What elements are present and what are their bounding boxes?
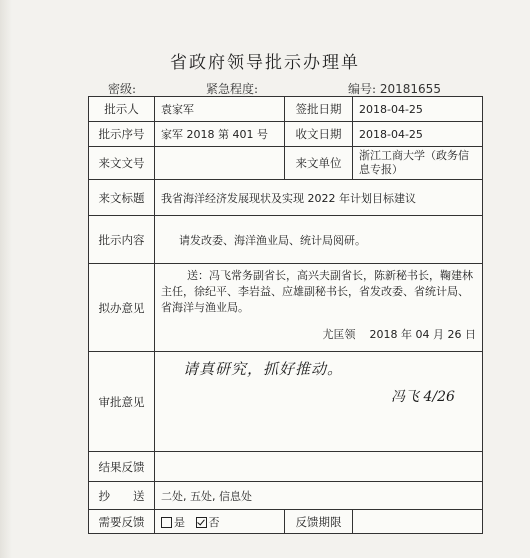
sign-date-value: 2018-04-25	[353, 97, 483, 122]
doc-no-label: 来文文号	[89, 147, 155, 180]
subject-value: 我省海洋经济发展现状及实现 2022 年计划目标建议	[155, 180, 483, 216]
row-needs-feedback	[89, 510, 483, 534]
option-no-checkbox[interactable]	[196, 517, 207, 528]
secret-level-label: 密级:	[108, 82, 137, 96]
review-cell	[155, 352, 483, 452]
document-title: 省政府领导批示办理单	[170, 53, 360, 73]
feedback-label: 结果反馈	[89, 452, 155, 482]
document-number-value: 20181655	[379, 82, 441, 96]
row-serial	[89, 122, 483, 147]
review-signature: 冯飞 4/26	[391, 389, 455, 405]
approver-value: 袁家军	[155, 97, 285, 122]
approver-label: 批示人	[89, 97, 155, 122]
document-number	[348, 80, 441, 97]
row-cc	[89, 482, 483, 510]
content-label: 批示内容	[89, 216, 155, 264]
row-subject	[89, 180, 483, 216]
proposal-date: 2018 年 04 月 26 日	[369, 328, 476, 341]
row-approver	[89, 97, 483, 122]
serial-label: 批示序号	[89, 122, 155, 147]
serial-value: 家军 2018 第 401 号	[155, 122, 285, 147]
instruction-form-table	[88, 96, 483, 534]
cc-value: 二处, 五处, 信息处	[155, 482, 483, 510]
row-content	[89, 216, 483, 264]
sender-value: 浙江工商大学（政务信息专报）	[353, 147, 483, 180]
proposal-cell	[155, 264, 483, 352]
feedback-deadline-label: 反馈期限	[285, 510, 353, 534]
needs-feedback-options	[155, 510, 285, 534]
feedback-value	[155, 452, 483, 482]
option-yes-label: 是	[174, 515, 185, 529]
needs-feedback-label: 需要反馈	[89, 510, 155, 534]
doc-no-value	[155, 147, 285, 180]
cc-label: 抄 送	[89, 482, 155, 510]
scan-edge	[0, 0, 12, 558]
row-doc-no	[89, 147, 483, 180]
option-no-label: 否	[208, 515, 220, 529]
row-proposal	[89, 264, 483, 352]
proposal-label: 拟办意见	[89, 264, 155, 352]
option-yes-checkbox[interactable]	[161, 517, 172, 528]
review-handwriting: 请真研究，抓好推动。	[183, 360, 344, 378]
proposal-sign-line	[161, 326, 476, 342]
review-label: 审批意见	[89, 352, 155, 452]
sign-date-label: 签批日期	[285, 97, 353, 122]
receive-date-value: 2018-04-25	[353, 122, 483, 147]
urgency-label: 紧急程度:	[206, 82, 259, 96]
proposal-text: 送：冯飞常务副省长，高兴夫副省长，陈新秘书长，鞠建林主任，徐纪平、李岩益、应雄副秘书长，省发改委、省统计局、省海洋与渔业局。	[161, 269, 473, 314]
row-feedback	[89, 452, 483, 482]
row-review	[89, 352, 483, 452]
feedback-deadline-value	[353, 510, 483, 534]
document-number-label: 编号:	[348, 82, 377, 96]
proposal-signer: 尤匡领	[322, 328, 356, 341]
sender-label: 来文单位	[285, 147, 353, 180]
subject-label: 来文标题	[89, 180, 155, 216]
receive-date-label: 收文日期	[285, 122, 353, 147]
content-value: 请发改委、海洋渔业局、统计局阅研。	[155, 216, 483, 264]
